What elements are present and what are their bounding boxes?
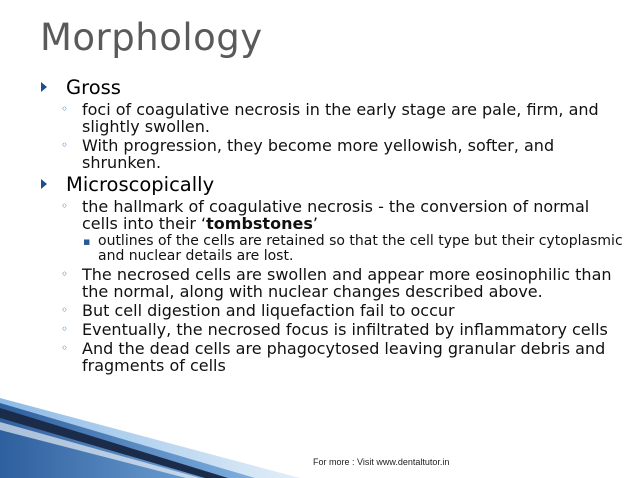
bullet-text: Gross xyxy=(66,76,121,99)
bullet-list xyxy=(40,74,625,374)
sub-bullet xyxy=(40,321,625,338)
triangle-bullet-icon xyxy=(41,179,47,189)
square-bullet-icon: ▪ xyxy=(83,235,91,248)
circle-bullet-icon: ◦ xyxy=(61,267,69,281)
bold-term: tombstones xyxy=(206,214,313,233)
bullet-text: foci of coagulative necrosis in the early stage are pale, firm, and slightly swollen. xyxy=(82,100,599,136)
footer-link-text: For more : Visit www.dentaltutor.in xyxy=(313,457,450,467)
triangle-bullet-icon xyxy=(41,82,47,92)
bullet-text: outlines of the cells are retained so that the cell type but their cytoplasmic and nuclear details are lost. xyxy=(98,233,623,264)
bullet-text: Eventually, the necrosed focus is infiltrated by inflammatory cells xyxy=(82,320,608,339)
bullet-text: And the dead cells are phagocytosed leaving granular debris and fragments of cells xyxy=(82,339,606,375)
bullet-text-end: ’ xyxy=(312,214,318,233)
bullet-text: the hallmark of coagulative necrosis - the conversion of normal cells into their ‘ xyxy=(82,197,590,233)
bullet-microscopically xyxy=(40,173,625,196)
circle-bullet-icon: ◦ xyxy=(61,138,69,152)
swoosh-blue xyxy=(0,403,255,478)
sub-bullet xyxy=(40,340,625,374)
sub-bullet xyxy=(40,266,625,300)
circle-bullet-icon: ◦ xyxy=(61,303,69,317)
sub-bullet xyxy=(40,302,625,319)
bullet-text: Microscopically xyxy=(66,173,215,196)
circle-bullet-icon: ◦ xyxy=(61,102,69,116)
circle-bullet-icon: ◦ xyxy=(61,322,69,336)
bullet-gross xyxy=(40,76,625,99)
sub-bullet xyxy=(40,101,625,135)
bullet-text: With progression, they become more yellowish, softer, and shrunken. xyxy=(82,136,555,172)
circle-bullet-icon: ◦ xyxy=(61,199,69,213)
sub-sub-bullet xyxy=(40,234,625,264)
sub-bullet xyxy=(40,198,625,232)
bullet-text: The necrosed cells are swollen and appear more eosinophilic than the normal, along with nuclear changes described above. xyxy=(82,265,612,301)
sub-bullet xyxy=(40,137,625,171)
circle-bullet-icon: ◦ xyxy=(61,341,69,355)
bullet-text: But cell digestion and liquefaction fail to occur xyxy=(82,301,455,320)
slide-title: Morphology xyxy=(40,16,263,59)
